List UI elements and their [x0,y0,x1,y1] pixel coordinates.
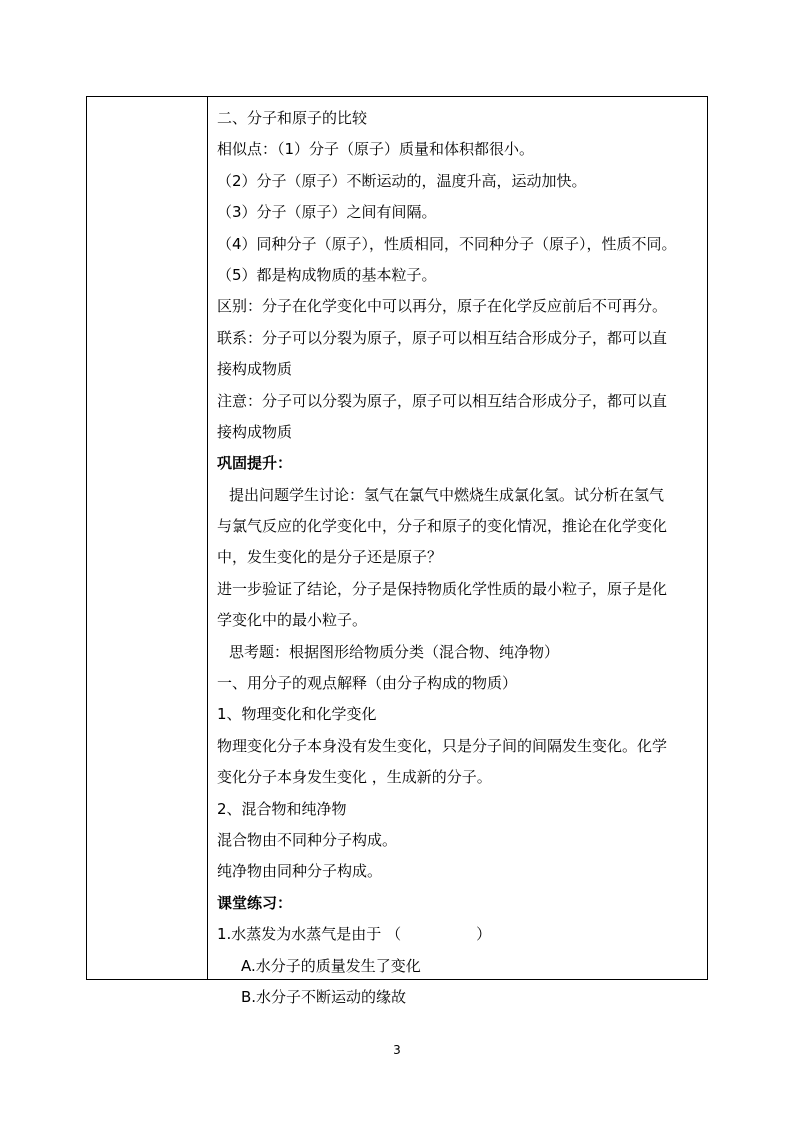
exercise-option-a: A.水分子的质量发生了变化 [241,956,421,975]
section-heading-comparison: 二、分子和原子的比较 [217,109,368,127]
physical-change-line-2: 变化分子本身发生变化 ，生成新的分子。 [217,768,492,787]
note-line-2: 接构成物质 [217,422,293,441]
difference-line: 区别：分子在化学变化中可以再分，原子在化学反应前后不可再分。 [217,297,668,316]
note-line-1: 注意：分子可以分裂为原子，原子可以相互结合形成分子，都可以直 [217,391,668,410]
similarity-line-4: （4）同种分子（原子），性质相同，不同种分子（原子），性质不同。 [217,234,677,253]
similarity-line-2: （2）分子（原子）不断运动的，温度升高，运动加快。 [217,171,587,190]
molecular-view-heading: 一、用分子的观点解释（由分子构成的物质） [217,674,518,693]
discussion-line-3: 中，发生变化的是分子还是原子？ [217,548,443,567]
conclusion-line-1: 进一步验证了结论，分子是保持物质化学性质的最小粒子，原子是化 [217,579,668,598]
relation-line-2: 接构成物质 [217,360,293,379]
physical-change-line-1: 物理变化分子本身没有发生变化，只是分子间的间隔发生变化。化学 [217,736,668,755]
left-column-cell [87,97,208,979]
subheading-physical-chemical: 1、物理变化和化学变化 [217,705,377,724]
conclusion-line-2: 学变化中的最小粒子。 [217,611,368,630]
content-table [86,96,708,1006]
subheading-mixture-pure: 2、混合物和纯净物 [217,799,347,818]
exercise-question-1: 1.水蒸发为水蒸气是由于 （ ） [217,925,492,944]
page-number: 3 [393,1043,401,1057]
exercise-option-b: B.水分子不断运动的缘故 [241,987,407,1006]
discussion-line-2: 与氯气反应的化学变化中，分子和原子的变化情况，推论在化学变化 [217,517,668,536]
right-column-cell [208,97,707,1006]
consolidation-heading: 巩固提升： [217,454,293,473]
similarity-line-1: 相似点：（1）分子（原子）质量和体积都很小。 [217,140,535,159]
pure-substance-line: 纯净物由同种分子构成。 [217,862,383,881]
classroom-exercise-heading: 课堂练习： [217,893,293,912]
mixture-line: 混合物由不同种分子构成。 [217,830,398,849]
thinking-question: 思考题：根据图形给物质分类（混合物、纯净物） [229,642,560,661]
similarity-line-5: （5）都是构成物质的基本粒子。 [217,265,437,284]
discussion-line-1: 提出问题学生讨论：氢气在氯气中燃烧生成氯化氢。试分析在氢气 [229,485,665,504]
similarity-line-3: （3）分子（原子）之间有间隔。 [217,203,437,222]
relation-line-1: 联系：分子可以分裂为原子，原子可以相互结合形成分子，都可以直 [217,328,668,347]
